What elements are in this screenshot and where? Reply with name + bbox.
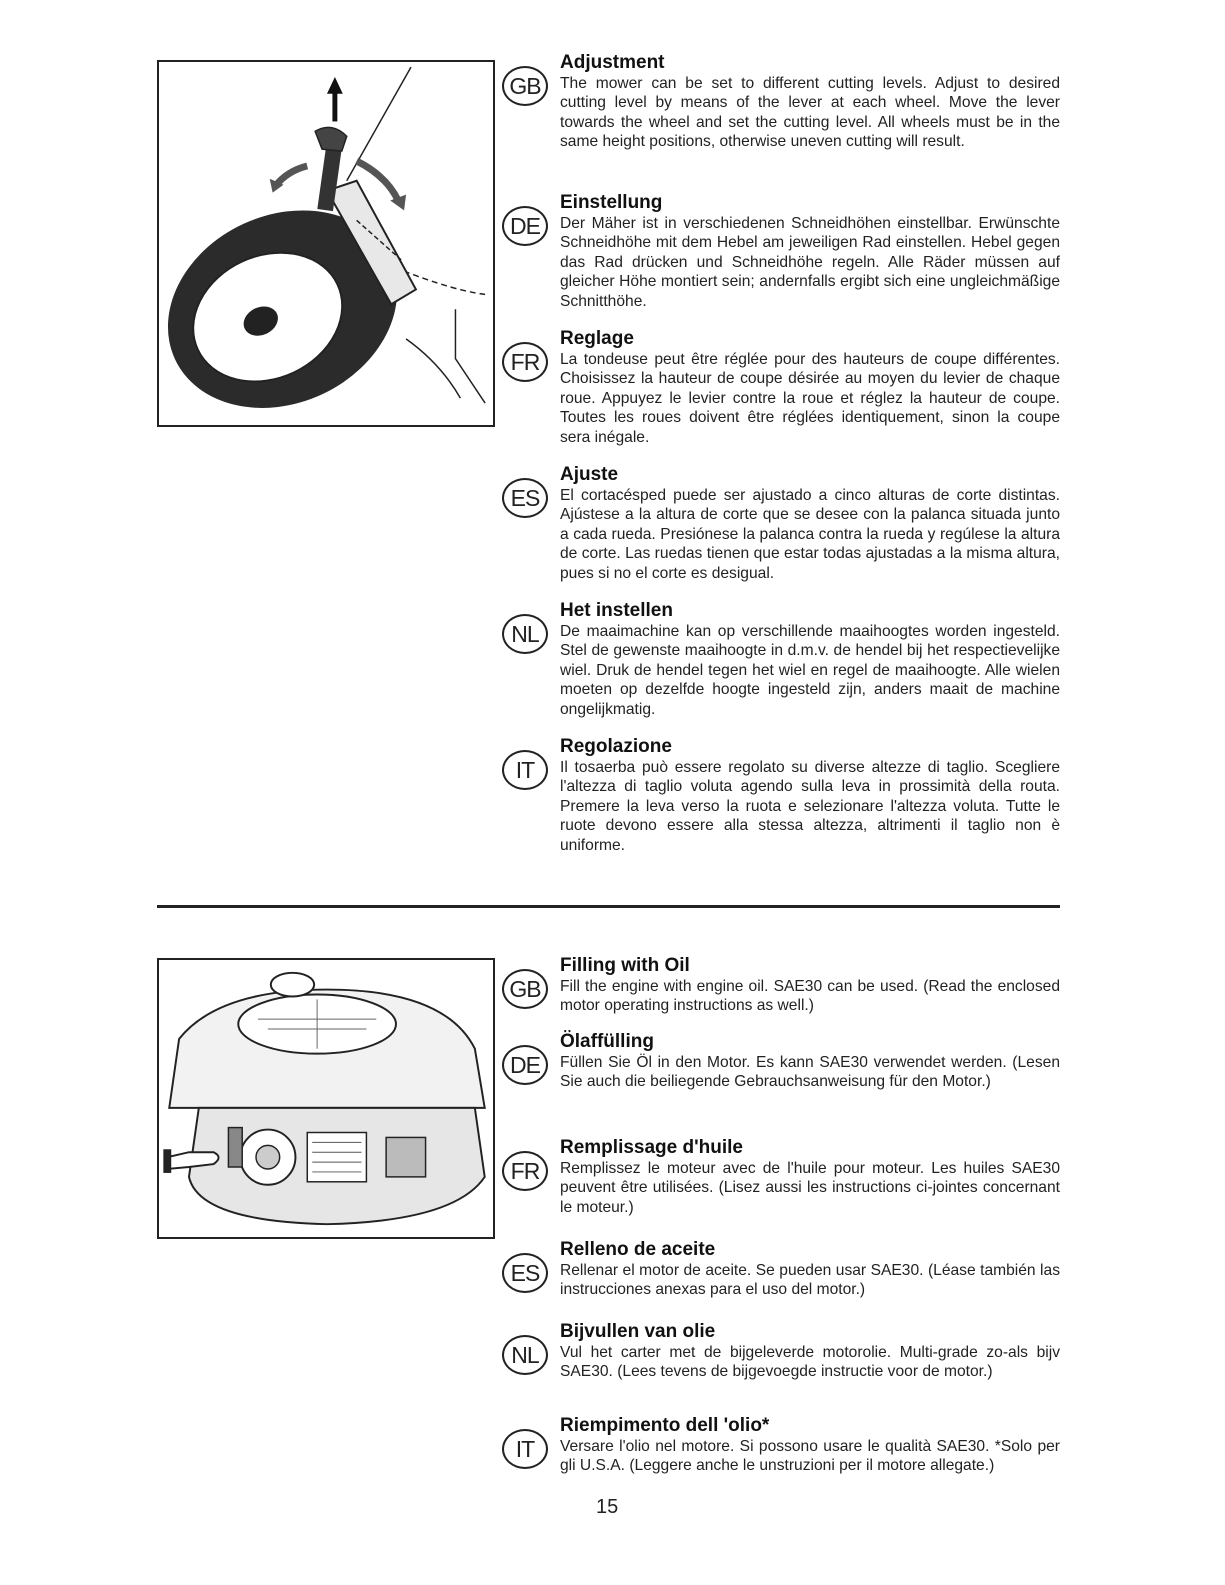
entry-heading: Filling with Oil xyxy=(560,955,690,976)
wheel-adjustment-illustration xyxy=(157,60,495,427)
entry-text: Versare l'olio nel motore. Si possono usare le qualità SAE30. *Solo per gli U.S.A. (Leggere anche le unstruzioni per il motore allegate.) xyxy=(560,1438,1060,1475)
language-badge: IT xyxy=(502,1429,548,1469)
language-badge: DE xyxy=(502,1045,548,1085)
entry-fr xyxy=(500,1137,1060,1239)
oil-filling-illustration xyxy=(157,958,495,1239)
entry-heading: Reglage xyxy=(560,328,634,349)
language-badge: GB xyxy=(502,969,548,1009)
language-badge: ES xyxy=(502,1253,548,1293)
page-number: 15 xyxy=(596,1496,619,1518)
entry-it xyxy=(500,1415,1060,1505)
entry-gb xyxy=(500,955,1060,1031)
oil-filling-section xyxy=(500,955,1060,1505)
entry-gb xyxy=(500,52,1060,192)
entry-it xyxy=(500,736,1060,856)
adjustment-section xyxy=(500,52,1060,856)
section-divider xyxy=(157,905,1060,908)
entry-text: Remplissez le moteur avec de l'huile pour moteur. Les huiles SAE30 peuvent être utilisées. (Lisez aussi les instructions ci-jointes concernant le moteur.) xyxy=(560,1160,1060,1216)
wheel-lever-drawing xyxy=(159,62,493,425)
entry-text: The mower can be set to different cutting levels. Adjust to desired cutting level by means of the lever at each wheel. Move the lever towards the wheel and set the cutting level. All wheels must be in the same height positions, otherwise uneven cutting will result. xyxy=(560,75,1060,151)
language-badge: IT xyxy=(502,750,548,790)
entry-text: Der Mäher ist in verschiedenen Schneidhöhen einstellbar. Erwünschte Schneidhöhe mit dem Hebel am jeweiligen Rad einstellen. Hebel gegen das Rad drücken und Schneidhöhe regeln. Alle Räder müssen auf gleicher Höhe montiert sein; andernfalls ergibt sich eine ungleichmäßige Schnitthöhe. xyxy=(560,215,1060,310)
entry-text: Rellenar el motor de aceite. Se pueden usar SAE30. (Léase también las instrucciones anexas para el uso del motor.) xyxy=(560,1262,1060,1299)
entry-heading: Ajuste xyxy=(560,464,619,485)
entry-fr xyxy=(500,328,1060,464)
entry-heading: Het instellen xyxy=(560,600,673,621)
entry-de xyxy=(500,1031,1060,1137)
entry-text: El cortacésped puede ser ajustado a cinco alturas de corte distintas. Ajústese a la altura de corte que se desee con la palanca situada junto a cada rueda. Presiónese la palanca contra la rueda y regúlese la altura de corte. Las ruedas tienen que estar todas ajustadas a la misma altura, pues si no el corte es desigual. xyxy=(560,487,1060,582)
entry-text: La tondeuse peut être réglée pour des hauteurs de coupe différentes. Choisissez la hauteur de coupe désirée au moyen du levier de chaque roue. Appuyez le levier contre la roue et réglez la hauteur de coupe. Toutes les roues doivent être réglées identiquement, sinon la coupe sera inégale. xyxy=(560,351,1060,446)
entry-es xyxy=(500,1239,1060,1321)
language-badge: FR xyxy=(502,342,548,382)
entry-text: Il tosaerba può essere regolato su diverse altezze di taglio. Scegliere l'altezza di taglio voluta agendo sulla leva in prossimità della routa. Premere la leva verso la ruota e selezionare l'altezza voluta. Tutte le ruote devono essere alla stessa altezza, altrimenti il taglio non è uniforme. xyxy=(560,759,1060,854)
language-badge: GB xyxy=(502,66,548,106)
entry-text: Fill the engine with engine oil. SAE30 can be used. (Read the enclosed motor operating instructions as well.) xyxy=(560,978,1060,1015)
entry-heading: Adjustment xyxy=(560,52,665,73)
entry-heading: Bijvullen van olie xyxy=(560,1321,716,1342)
entry-text: Füllen Sie Öl in den Motor. Es kann SAE30 verwendet werden. (Lesen Sie auch die beiliegende Gebrauchsanweisung für den Motor.) xyxy=(560,1054,1060,1091)
language-badge: ES xyxy=(502,478,548,518)
entry-heading: Remplissage d'huile xyxy=(560,1137,743,1158)
entry-text: Vul het carter met de bijgeleverde motorolie. Multi-grade zo-als bijv SAE30. (Lees tevens de bijgevoegde instructie voor de motor.) xyxy=(560,1344,1060,1381)
language-badge: FR xyxy=(502,1151,548,1191)
language-badge: NL xyxy=(502,614,548,654)
entry-nl xyxy=(500,600,1060,736)
entry-nl xyxy=(500,1321,1060,1415)
entry-text: De maaimachine kan op verschillende maaihoogtes worden ingesteld. Stel de gewenste maaihoogte in d.m.v. de hendel bij het respectievelijke wiel. Druk de hendel tegen het wiel en regel de maaihoogte. Alle wielen moeten op dezelfde hoogte ingesteld zijn, anders maait de machine ongelijkmatig. xyxy=(560,623,1060,718)
entry-heading: Regolazione xyxy=(560,736,672,757)
entry-heading: Einstellung xyxy=(560,192,663,213)
entry-heading: Ölaffülling xyxy=(560,1031,654,1052)
language-badge: DE xyxy=(502,206,548,246)
engine-drawing xyxy=(159,960,493,1237)
entry-heading: Riempimento dell 'olio* xyxy=(560,1415,770,1436)
entry-es xyxy=(500,464,1060,600)
language-badge: NL xyxy=(502,1335,548,1375)
entry-heading: Relleno de aceite xyxy=(560,1239,716,1260)
entry-de xyxy=(500,192,1060,328)
